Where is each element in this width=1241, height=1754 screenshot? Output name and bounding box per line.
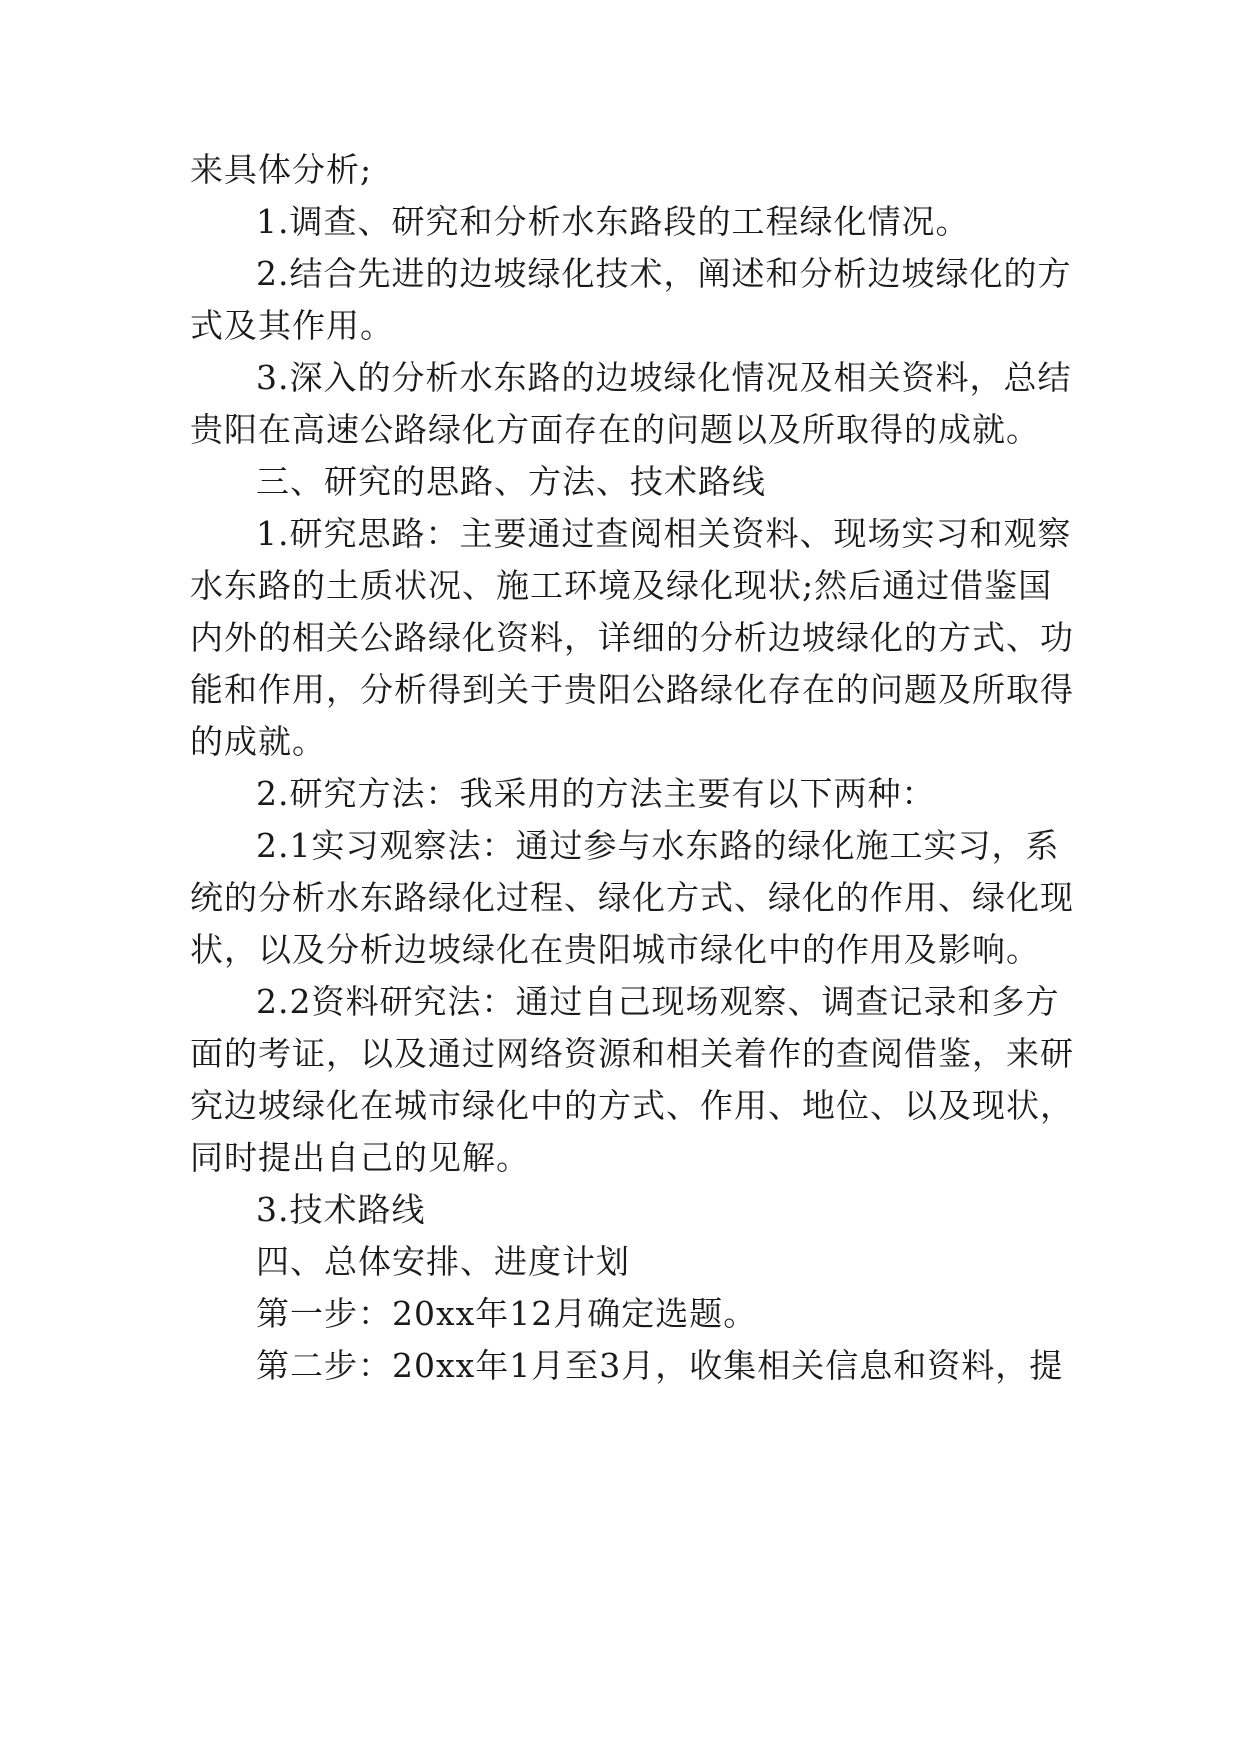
- text-line: 式及其作用。: [190, 306, 394, 345]
- list-item: 3.技术路线: [256, 1190, 426, 1229]
- text-line: 来具体分析;: [190, 150, 373, 189]
- text-line: 状，以及分析边坡绿化在贵阳城市绿化中的作用及影响。: [190, 930, 1040, 969]
- list-item: 2.结合先进的边坡绿化技术，阐述和分析边坡绿化的方: [256, 254, 1072, 293]
- text-line: 内外的相关公路绿化资料，详细的分析边坡绿化的方式、功: [190, 618, 1074, 657]
- schedule-step: 第一步：20xx年12月确定选题。: [256, 1294, 758, 1333]
- list-item: 2.2资料研究法：通过自己现场观察、调查记录和多方: [256, 982, 1060, 1021]
- text-line: 面的考证，以及通过网络资源和相关着作的查阅借鉴，来研: [190, 1034, 1074, 1073]
- schedule-step: 第二步：20xx年1月至3月，收集相关信息和资料，提: [256, 1346, 1064, 1385]
- list-item: 1.研究思路：主要通过查阅相关资料、现场实习和观察: [256, 514, 1072, 553]
- text-line: 能和作用，分析得到关于贵阳公路绿化存在的问题及所取得: [190, 670, 1074, 709]
- list-item: 1.调查、研究和分析水东路段的工程绿化情况。: [256, 202, 970, 241]
- section-heading: 四、总体安排、进度计划: [256, 1242, 630, 1281]
- list-item: 2.1实习观察法：通过参与水东路的绿化施工实习，系: [256, 826, 1060, 865]
- text-line: 贵阳在高速公路绿化方面存在的问题以及所取得的成就。: [190, 410, 1040, 449]
- text-line: 究边坡绿化在城市绿化中的方式、作用、地位、以及现状，: [190, 1086, 1074, 1125]
- list-item: 3.深入的分析水东路的边坡绿化情况及相关资料，总结: [256, 358, 1072, 397]
- section-heading: 三、研究的思路、方法、技术路线: [256, 462, 766, 501]
- text-line: 统的分析水东路绿化过程、绿化方式、绿化的作用、绿化现: [190, 878, 1074, 917]
- text-line: 水东路的土质状况、施工环境及绿化现状;然后通过借鉴国: [190, 566, 1053, 605]
- text-line: 的成就。: [190, 722, 326, 761]
- text-line: 同时提出自己的见解。: [190, 1138, 530, 1177]
- list-item: 2.研究方法：我采用的方法主要有以下两种：: [256, 774, 936, 813]
